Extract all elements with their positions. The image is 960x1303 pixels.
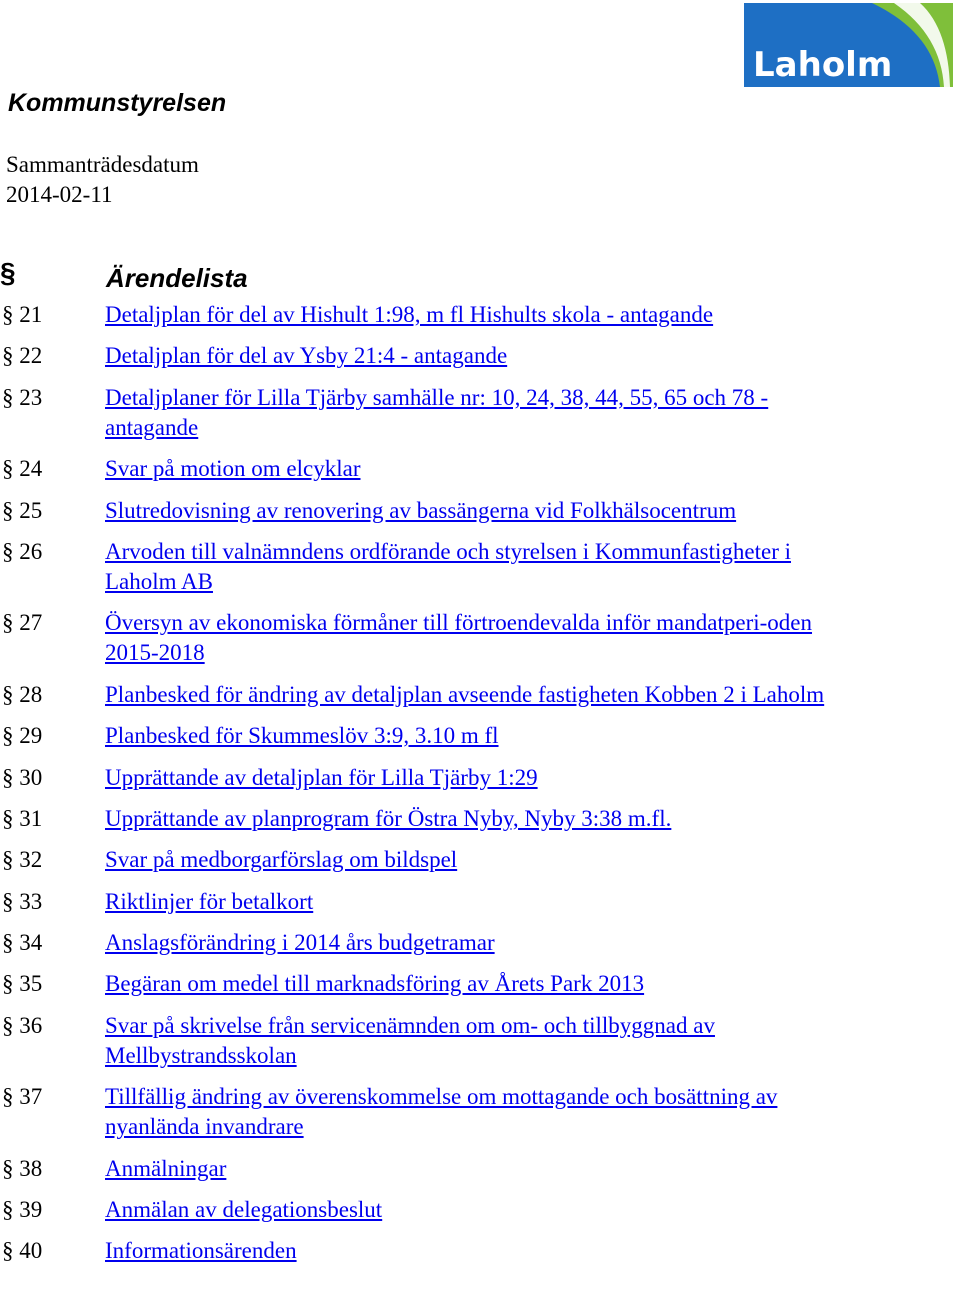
agenda-item-link[interactable]: Riktlinjer för betalkort [105, 888, 314, 914]
section-number: § 32 [2, 847, 43, 873]
agenda-heading [0, 258, 960, 298]
agenda-item-link[interactable]: Upprättande av planprogram för Östra Nyby, Nyby 3:38 m.fl. [105, 805, 672, 831]
agenda-item-link[interactable]: Anmälan av delegationsbeslut [105, 1197, 383, 1223]
agenda-item-link[interactable]: Detaljplan för del av Ysby 21:4 - antagande [105, 343, 508, 369]
agenda-item [0, 1195, 960, 1225]
agenda-item-link[interactable]: Tillfällig ändring av överenskommelse om mottagande och bosättning av nyanlända invandrare [105, 1084, 778, 1140]
section-number: § 26 [2, 538, 43, 564]
section-number: § 28 [2, 681, 43, 707]
agenda-item-link[interactable]: Svar på medborgarförslag om bildspel [105, 847, 458, 873]
agenda-item [0, 845, 960, 875]
section-number: § 31 [2, 805, 43, 831]
section-number: § 29 [2, 723, 43, 749]
agenda-item-link[interactable]: Detaljplan för del av Hishult 1:98, m fl Hishults skola - antagande [105, 302, 714, 327]
section-number: § 40 [2, 1238, 43, 1264]
agenda-item [0, 969, 960, 999]
agenda-item-link[interactable]: Anslagsförändring i 2014 års budgetramar [105, 930, 495, 956]
agenda-item-link[interactable]: Anmälningar [105, 1155, 227, 1181]
section-number: § 27 [2, 610, 43, 636]
agenda-item [0, 763, 960, 793]
section-number: § 34 [2, 930, 43, 956]
meeting-date-label: Sammanträdesdatum [6, 152, 199, 177]
agenda-item-link[interactable]: Slutredovisning av renovering av bassängerna vid Folkhälsocentrum [105, 497, 737, 523]
agenda-item-link[interactable]: Arvoden till valnämndens ordförande och styrelsen i Kommunfastigheter i Laholm AB [105, 538, 791, 594]
section-number: § 36 [2, 1012, 43, 1038]
section-number: § 37 [2, 1084, 43, 1110]
organization-title: Kommunstyrelsen [8, 89, 227, 117]
laholm-logo [744, 3, 953, 87]
logo-text: Laholm [753, 45, 893, 85]
agenda-item [0, 1011, 960, 1071]
meeting-date: 2014-02-11 [6, 182, 113, 207]
agenda-item [0, 887, 960, 917]
agenda-item-link[interactable]: Översyn av ekonomiska förmåner till förtroendevalda inför mandatperi-oden 2015-2018 [105, 610, 813, 666]
agenda-item [0, 1154, 960, 1184]
agenda-item-link[interactable]: Svar på skrivelse från servicenämnden om om- och tillbyggnad av Mellbystrandsskolan [105, 1012, 715, 1068]
agenda-item [0, 454, 960, 484]
agenda-title: Ärendelista [106, 263, 248, 293]
agenda-item-link[interactable]: Informationsärenden [105, 1238, 297, 1264]
agenda-item [0, 804, 960, 834]
agenda-item [0, 537, 960, 597]
agenda-item-link[interactable]: Svar på motion om elcyklar [105, 456, 361, 482]
section-number: § 25 [2, 497, 43, 523]
section-number: § 35 [2, 971, 43, 997]
agenda-item [0, 1236, 960, 1266]
agenda-item-link[interactable]: Begäran om medel till marknadsföring av Årets Park 2013 [105, 971, 645, 997]
section-symbol: § [0, 257, 16, 288]
section-number: § 33 [2, 888, 43, 914]
agenda-item-link[interactable]: Upprättande av detaljplan för Lilla Tjärby 1:29 [105, 764, 538, 790]
section-number: § 23 [2, 384, 43, 410]
agenda-item-link[interactable]: Detaljplaner för Lilla Tjärby samhälle nr: 10, 24, 38, 44, 55, 65 och 78 - antagande [105, 384, 769, 440]
section-number: § 39 [2, 1197, 43, 1223]
section-number: § 30 [2, 764, 43, 790]
agenda-item [0, 300, 960, 330]
agenda-item [0, 680, 960, 710]
agenda-item [0, 341, 960, 371]
section-number: § 24 [2, 456, 43, 482]
agenda-list [0, 300, 960, 1278]
agenda-item [0, 496, 960, 526]
agenda-item-link[interactable]: Planbesked för Skummeslöv 3:9, 3.10 m fl [105, 723, 499, 749]
section-number: § 22 [2, 343, 43, 369]
agenda-item-link[interactable]: Planbesked för ändring av detaljplan avseende fastigheten Kobben 2 i Laholm [105, 681, 825, 707]
section-number: § 38 [2, 1155, 43, 1181]
agenda-item [0, 928, 960, 958]
agenda-item [0, 1082, 960, 1142]
laholm-logo-graphic [744, 3, 953, 87]
section-number: § 21 [2, 302, 43, 327]
agenda-item [0, 608, 960, 668]
agenda-item [0, 383, 960, 443]
agenda-item [0, 721, 960, 751]
